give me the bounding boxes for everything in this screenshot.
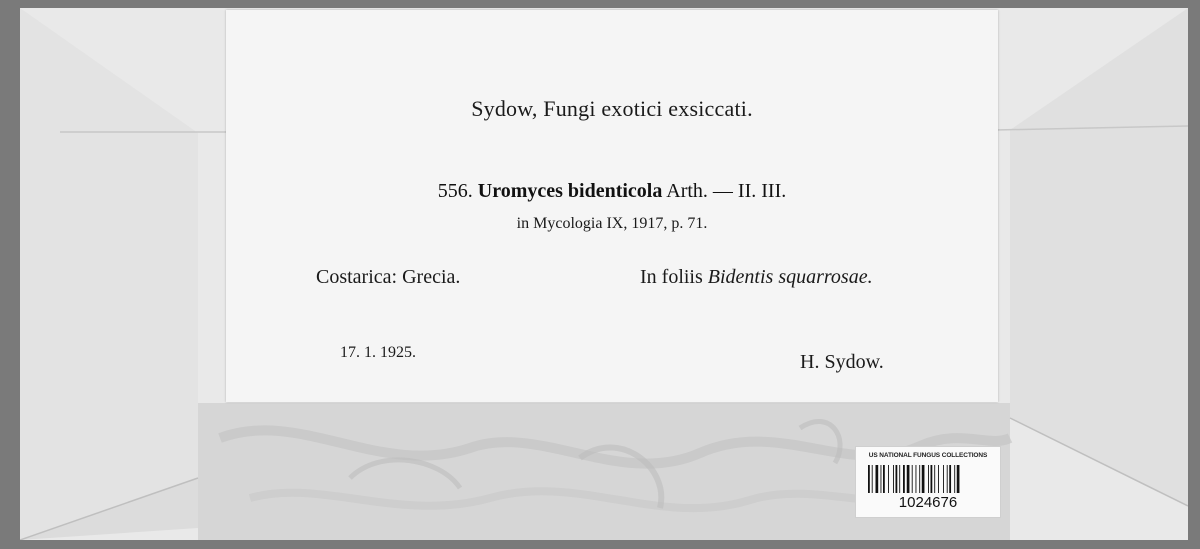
locality: Costarica: Grecia. bbox=[316, 266, 461, 288]
host-prefix: In foliis bbox=[640, 266, 703, 288]
barcode-bar bbox=[947, 465, 948, 493]
barcode-bar bbox=[893, 465, 894, 493]
barcode-bar bbox=[881, 465, 882, 493]
barcode-bar bbox=[943, 465, 944, 493]
barcode-bar bbox=[872, 465, 873, 493]
barcode-bar bbox=[916, 465, 917, 493]
barcode-bar bbox=[928, 465, 929, 493]
barcode-bar bbox=[883, 465, 885, 493]
host-name: Bidentis squarrosae. bbox=[707, 266, 873, 288]
barcode-bar bbox=[922, 465, 925, 493]
barcode-number: 1024676 bbox=[898, 494, 958, 511]
species-line bbox=[226, 180, 998, 203]
host-line bbox=[640, 266, 873, 289]
barcode-bar bbox=[931, 465, 933, 493]
barcode-bar bbox=[912, 465, 913, 493]
barcode-label bbox=[855, 446, 1001, 518]
barcode-bar bbox=[899, 465, 900, 493]
barcode-bar bbox=[938, 465, 939, 493]
publication-citation: in Mycologia IX, 1917, p. 71. bbox=[516, 215, 708, 232]
species-name: Uromyces bidenticola bbox=[477, 180, 663, 202]
barcode-bar bbox=[888, 465, 889, 493]
barcode-bar bbox=[903, 465, 905, 493]
barcode-bar bbox=[876, 465, 879, 493]
collection-date: 17. 1. 1925. bbox=[340, 344, 416, 361]
barcode-bar bbox=[907, 465, 910, 493]
authority-stages: Arth. — II. III. bbox=[666, 180, 787, 202]
barcode-bar bbox=[957, 465, 960, 493]
collector: H. Sydow. bbox=[800, 351, 884, 373]
barcode-bar bbox=[934, 465, 935, 493]
barcode-bar bbox=[954, 465, 955, 493]
barcode-bar bbox=[949, 465, 951, 493]
specimen-label bbox=[226, 10, 998, 402]
barcode-bars bbox=[868, 465, 988, 493]
series-title: Sydow, Fungi exotici exsiccati. bbox=[471, 96, 753, 121]
barcode-bar bbox=[919, 465, 920, 493]
barcode-institution: US NATIONAL FUNGUS COLLECTIONS bbox=[868, 452, 988, 459]
barcode-bar bbox=[896, 465, 898, 493]
barcode-bar bbox=[868, 465, 870, 493]
exsiccata-number: 556. bbox=[437, 180, 473, 202]
